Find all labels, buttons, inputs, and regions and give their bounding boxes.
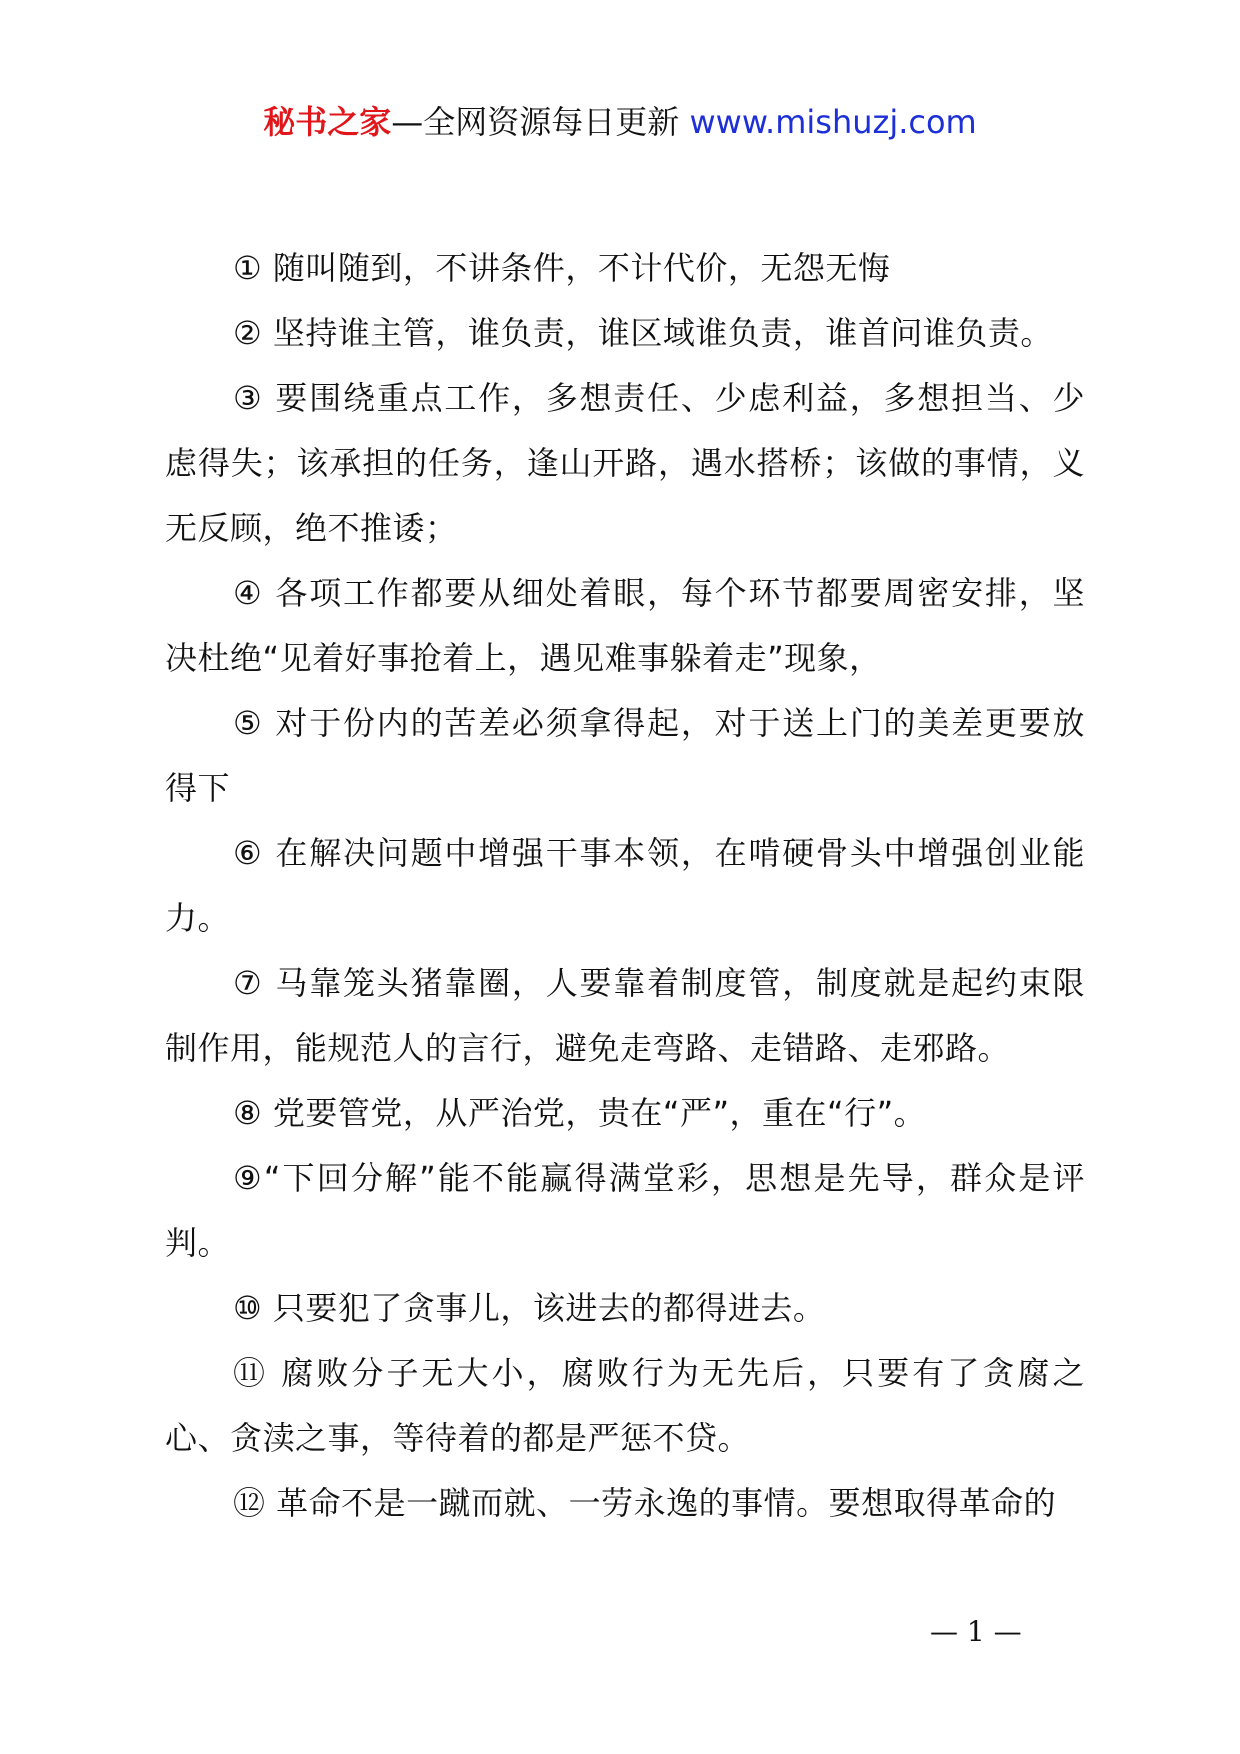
paragraph-5: ⑤ 对于份内的苦差必须拿得起，对于送上门的美差更要放得下 (165, 704, 1085, 807)
header-slogan: —全网资源每日更新 (391, 103, 690, 141)
paragraph-11: ⑪ 腐败分子无大小，腐败行为无先后，只要有了贪腐之心、贪渎之事，等待着的都是严惩不贷。 (165, 1354, 1085, 1457)
paragraph-4: ④ 各项工作都要从细处着眼，每个环节都要周密安排，坚决杜绝“见着好事抢着上，遇见难事躲着走”现象， (165, 574, 1085, 677)
paragraph-6: ⑥ 在解决问题中增强干事本领，在啃硬骨头中增强创业能力。 (165, 834, 1085, 937)
paragraph-10: ⑩ 只要犯了贪事儿，该进去的都得进去。 (233, 1289, 826, 1327)
paragraph-8: ⑧ 党要管党，从严治党，贵在“严”，重在“行”。 (233, 1094, 927, 1132)
page-header (0, 96, 1240, 148)
paragraph-9: ⑨“下回分解”能不能赢得满堂彩，思想是先导，群众是评判。 (165, 1159, 1085, 1262)
paragraph-1: ① 随叫随到，不讲条件，不计代价，无怨无悔 (233, 249, 891, 287)
document-body (165, 236, 1085, 1536)
paragraph-12: ⑫ 革命不是一蹴而就、一劳永逸的事情。要想取得革命的 (233, 1484, 1057, 1522)
brand-name: 秘书之家 (263, 103, 392, 141)
paragraph-7: ⑦ 马靠笼头猪靠圈，人要靠着制度管，制度就是起约束限制作用，能规范人的言行，避免走弯路、走错路、走邪路。 (165, 964, 1085, 1067)
paragraph-3: ③ 要围绕重点工作，多想责任、少虑利益，多想担当、少虑得失；该承担的任务，逢山开路，遇水搭桥；该做的事情，义无反顾，绝不推诿； (165, 379, 1085, 547)
website-url[interactable]: www.mishuzj.com (689, 103, 977, 141)
page-number: — 1 — (930, 1615, 1022, 1648)
paragraph-2: ② 坚持谁主管，谁负责，谁区域谁负责，谁首问谁负责。 (233, 314, 1053, 352)
